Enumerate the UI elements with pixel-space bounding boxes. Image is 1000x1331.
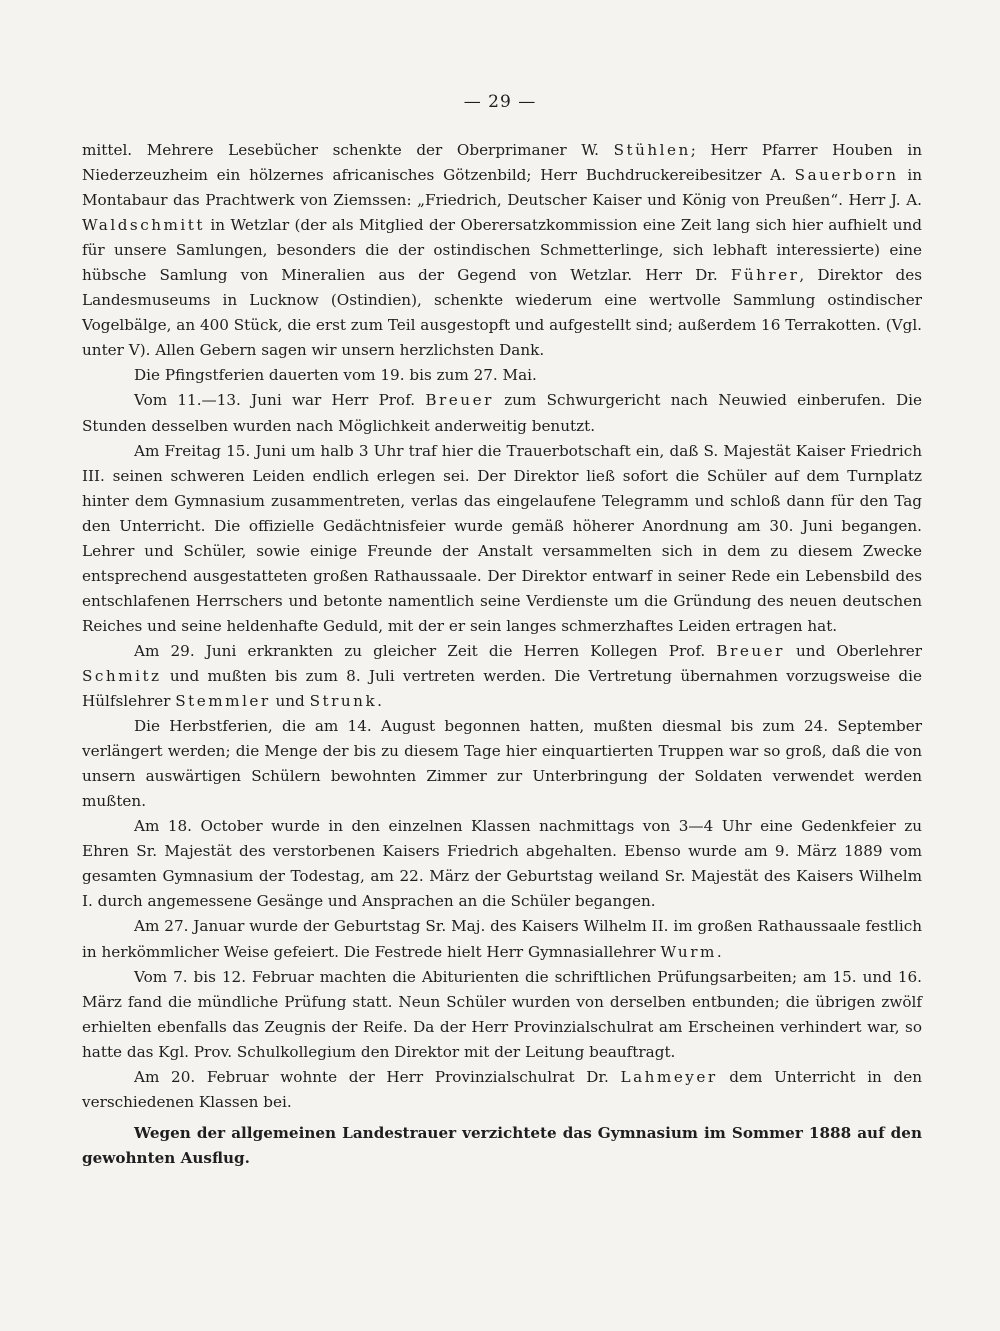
- spaced-name: Waldschmitt: [82, 216, 205, 235]
- paragraph: [82, 1065, 922, 1115]
- text-run: Am 18. October wurde in den einzelnen Klassen nachmittags von 3—4 Uhr eine Gedenkfeier zu Ehren Sr. Majestät des verstorbenen Kaisers Friedrich abgehalten. Ebenso wurde am 9. März 1889 vom gesamten Gymnasium der Todestag, am 22. März der Geburtstag weiland Sr. Majestät des Kaisers Wilhelm I. durch angemessene Gesänge und Ansprachen an die Schüler begangen.: [82, 817, 922, 911]
- paragraph: [82, 363, 922, 388]
- page-number: — 29 —: [463, 92, 537, 112]
- spaced-name: Breuer: [716, 641, 785, 660]
- text-run: Vom 7. bis 12. Februar machten die Abiturienten die schriftlichen Prüfungsarbeiten; am 15. und 16. März fand die mündliche Prüfung statt. Neun Schüler wurden von derselben entbunden; die übrigen zwölf erhielten ebenfalls das Zeugnis der Reife. Da der Herr Provinzialschulrat am Erscheinen verhindert war, so hatte das Kgl. Prov. Schulkollegium den Direktor mit der Leitung beauftragt.: [82, 967, 922, 1061]
- text-run: Am 27. Januar wurde der Geburtstag Sr. Maj. des Kaisers Wilhelm II. im großen Rathaussaale festlich in herkömmlicher Weise gefeiert. Die Festrede hielt Herr Gymnasiallehrer: [82, 917, 922, 961]
- body-text: [82, 138, 922, 1171]
- text-run: und: [270, 692, 310, 711]
- text-run: Wegen der allgemeinen Landestrauer verzichtete das Gymnasium im Sommer 1888 auf den gewohnten Ausflug.: [82, 1123, 922, 1167]
- spaced-name: Schmitz: [82, 666, 162, 685]
- paragraph: [82, 639, 922, 714]
- text-run: dem Unterricht in den verschiedenen Klassen bei.: [82, 1067, 922, 1111]
- paragraph: [82, 138, 922, 363]
- text-run: Die Herbstferien, die am 14. August begonnen hatten, mußten diesmal bis zum 24. September verlängert werden; die Menge der bis zu diesem Tage hier einquartierten Truppen war so groß, daß die von unsern auswärtigen Schülern bewohnten Zimmer zur Unterbringung der Soldaten verwendet werden mußten.: [82, 717, 922, 811]
- text-run: und mußten bis zum 8. Juli vertreten werden. Die Vertretung übernahmen vorzugsweise die Hülfslehrer: [82, 666, 922, 711]
- paragraph: [82, 1121, 922, 1171]
- paragraph: [82, 914, 922, 964]
- spaced-name: Führer: [730, 266, 800, 285]
- spaced-name: Stühlen: [613, 141, 691, 159]
- text-run: ; Herr Pfarrer Houben in Niederzeuzheim ein hölzernes africanisches Götzenbild; Herr Buchdruckereibesitzer A.: [82, 141, 922, 185]
- text-run: und Oberlehrer: [784, 641, 922, 660]
- paragraph: [82, 965, 922, 1065]
- paragraph: [82, 714, 922, 814]
- text-run: Am Freitag 15. Juni um halb 3 Uhr traf hier die Trauerbotschaft ein, daß S. Majestät Kaiser Friedrich III. seinen schweren Leiden endlich erlegen sei. Der Direktor ließ sofort die Schüler auf dem Turnplatz hinter dem Gymnasium zusammentreten, verlas das eingelaufene Telegramm und schloß dann für den Tag den Unterricht. Die offizielle Gedächtnisfeier wurde gemäß höherer Anordnung am 30. Juni begangen. Lehrer und Schüler, sowie einige Freunde der Anstalt versammelten sich in dem zu diesem Zwecke entsprechend ausgestatteten großen Rathaussaale. Der Direktor entwarf in seiner Rede ein Lebensbild des entschlafenen Herrschers und betonte namentlich seine Verdienste um die Gründung des neuen deutschen Reiches und seine heldenhafte Geduld, mit der er sein langes schmerzhaftes Leiden ertragen hat.: [82, 441, 922, 635]
- text-run: Die Pfingstferien dauerten vom 19. bis zum 27. Mai.: [134, 366, 537, 385]
- text-run: .: [377, 692, 382, 711]
- text-run: Am 20. Februar wohnte der Herr Provinzialschulrat Dr.: [134, 1067, 621, 1086]
- text-run: in Wetzlar (der als Mitglied der Oberersatzkommission eine Zeit lang sich hier aufhielt und für unsere Samlungen, besonders die der ostindischen Schmetterlinge, sich lebhaft interessierte) eine hübsche Samlung von Mineralien aus der Gegend von Wetzlar. Herr Dr.: [82, 216, 922, 285]
- spaced-name: Lahmeyer: [620, 1067, 718, 1086]
- text-run: mittel. Mehrere Lesebücher schenkte der Oberprimaner W.: [82, 141, 614, 159]
- spaced-name: Strunk: [309, 692, 378, 711]
- text-run: Vom 11.—13. Juni war Herr Prof.: [134, 391, 426, 410]
- text-run: in Montabaur das Prachtwerk von Ziemssen: „Friedrich, Deutscher Kaiser und König von Preußen“. Herr J. A.: [82, 166, 922, 210]
- spaced-name: Breuer: [425, 391, 494, 410]
- spaced-name: Wurm: [660, 942, 717, 961]
- spaced-name: Sauerborn: [794, 166, 899, 185]
- text-run: zum Schwurgericht nach Neuwied einberufen. Die Stunden desselben wurden nach Möglichkeit anderweitig benutzt.: [82, 391, 923, 435]
- spaced-name: Stemmler: [175, 692, 271, 711]
- text-run: Am 29. Juni erkrankten zu gleicher Zeit die Herren Kollegen Prof.: [134, 641, 717, 660]
- paragraph: [82, 439, 922, 639]
- paragraph: [82, 814, 922, 914]
- text-run: .: [716, 942, 722, 961]
- paragraph: [82, 388, 922, 438]
- text-run: , Direktor des Landesmuseums in Lucknow (Ostindien), schenkte wiederum eine wertvolle Sammlung ostindischer Vogelbälge, an 400 Stück, die erst zum Teil ausgestopft und aufgestellt sind; außerdem 16 Terrakotten. (Vgl. unter V). Allen Gebern sagen wir unsern herzlichsten Dank.: [82, 266, 922, 360]
